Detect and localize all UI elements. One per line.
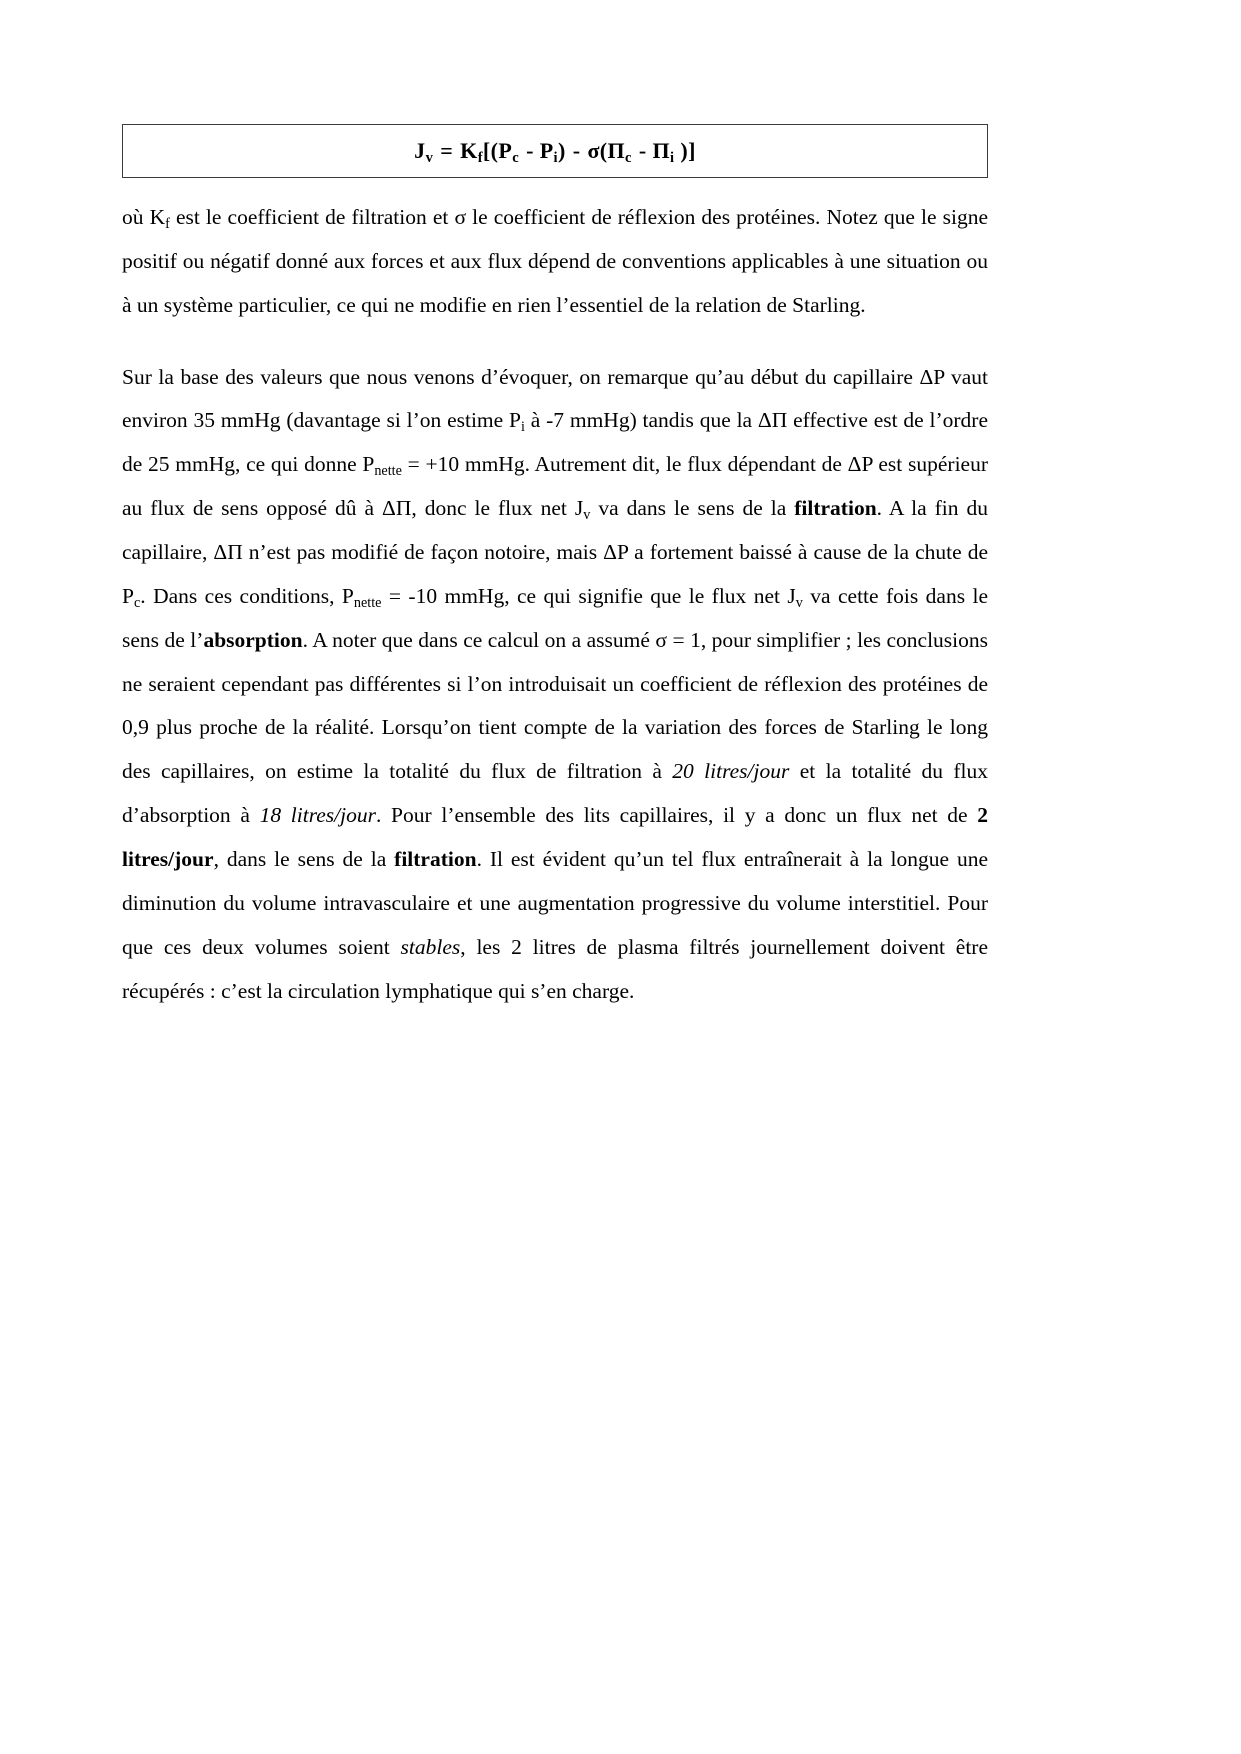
p2-bold-filtration-1: filtration: [794, 496, 877, 521]
p2-text-10: et la totalité du flux d’absorption à: [122, 759, 989, 828]
p2-text-1: Sur la base des valeurs que nous venons d’évoquer, on remarque qu’au début du capillaire ΔP vaut environ 35 mmHg (davantage si l’on estime P: [122, 364, 988, 433]
p2-text-4: va dans le sens de la: [590, 496, 795, 521]
p2-italic-20-litres: 20 litres/jour: [672, 759, 790, 784]
starling-equation-box: [122, 124, 988, 178]
p2-text-11: . Pour l’ensemble des lits capillaires, il y a donc un flux net de: [376, 803, 978, 828]
p2-bold-filtration-2: filtration: [394, 847, 477, 872]
p2-text-8: va cette fois dans le sens de l’: [122, 583, 988, 652]
p2-text-12: , dans le sens de la: [213, 847, 395, 872]
formula-kf: K: [460, 138, 478, 163]
p2-bold-2-litres: 2 litres/jour: [122, 803, 989, 872]
p2-pi-subscript: i: [520, 419, 525, 436]
paragraph-starling-analysis: [122, 356, 988, 1014]
p2-bold-absorption: absorption: [203, 627, 303, 652]
formula-jv-subscript: v: [425, 150, 434, 167]
p2-text-7: = -10 mmHg, ce qui signifie que le flux net J: [381, 583, 796, 608]
formula-pic-subscript: c: [625, 150, 632, 167]
p2-pnette-subscript-2: nette: [353, 594, 382, 611]
formula-pii-subscript: i: [670, 150, 675, 167]
starling-equation: [414, 138, 696, 167]
p2-text-14: , les 2 litres de plasma filtrés journellement doivent être récupérés : c’est la circulation lymphatique qui s’en charge.: [122, 934, 988, 1003]
formula-close-bracket: )]: [674, 138, 696, 163]
paragraph-definitions: [122, 196, 988, 328]
p2-text-6: . Dans ces conditions, P: [140, 583, 354, 608]
formula-equals: =: [440, 138, 454, 163]
formula-close-paren-one: ): [557, 138, 566, 163]
p2-jv-subscript-1: v: [583, 507, 591, 524]
p2-jv-subscript-2: v: [795, 594, 803, 611]
p2-text-2: à -7 mmHg) tandis que la ΔΠ effective est de l’ordre de 25 mmHg, ce qui donne P: [122, 408, 988, 477]
formula-pc-subscript: c: [512, 150, 520, 167]
formula-kf-subscript: f: [477, 150, 483, 167]
document-content: [122, 124, 988, 1013]
formula-open-bracket: [(P: [482, 138, 513, 163]
formula-minus-three: - Π: [638, 138, 671, 163]
p2-pc-subscript: c: [133, 594, 141, 611]
p2-text-13: . Il est évident qu’un tel flux entraînerait à la longue une diminution du volume intravasculaire et une augmentation progressive du volume interstitiel. Pour que ces deux volumes soient: [122, 847, 988, 959]
formula-jv: J: [414, 138, 426, 163]
p2-italic-stables: stables: [400, 934, 461, 959]
p2-italic-18-litres: 18 litres/jour: [259, 803, 376, 828]
formula-pi-subscript: i: [553, 150, 558, 167]
formula-sigma-term: σ(Π: [587, 138, 626, 163]
p2-text-9: . A noter que dans ce calcul on a assumé σ = 1, pour simplifier ; les conclusions ne seraient cependant pas différentes si l’on introduisait un coefficient de réflexion des protéines de 0,9 plus proche de la réalité. Lorsqu’on tient compte de la variation des forces de Starling le long des capillaires, on estime la totalité du flux de filtration à: [122, 627, 989, 784]
p1-kf-subscript: f: [165, 215, 170, 232]
p1-text-2: est le coefficient de filtration et σ le coefficient de réflexion des protéines. Notez que le signe positif ou négatif donné aux forces et aux flux dépend de conventions applicables à une situation ou à un système particulier, ce qui ne modifie en rien l’essentiel de la relation de Starling.: [122, 205, 988, 317]
p2-pnette-subscript-1: nette: [374, 463, 402, 480]
p2-text-3: = +10 mmHg. Autrement dit, le flux dépendant de ΔP est supérieur au flux de sens opposé dû à ΔΠ, donc le flux net J: [122, 452, 988, 521]
p2-text-5: . A la fin du capillaire, ΔΠ n’est pas modifié de façon notoire, mais ΔP a fortement baissé à cause de la chute de P: [122, 496, 988, 608]
formula-minus-two: -: [572, 138, 581, 163]
p1-text-1: où K: [122, 205, 166, 229]
formula-minus-one: - P: [526, 138, 554, 163]
